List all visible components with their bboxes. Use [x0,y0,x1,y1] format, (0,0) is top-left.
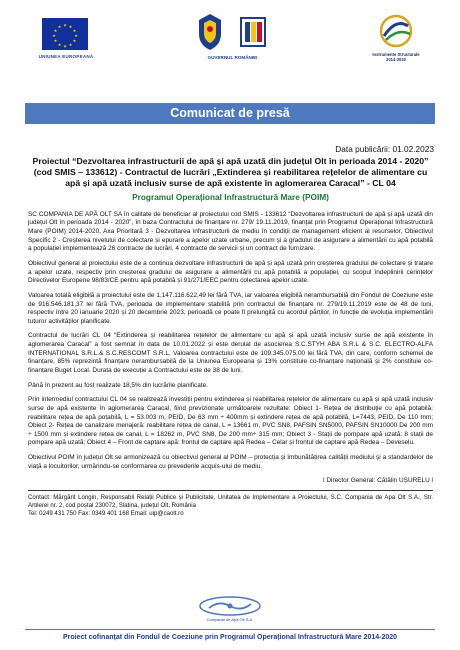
paragraph-progress: Până în prezent au fost realizate 18,5% din lucrările planificate. [28,381,208,389]
divider [28,490,433,491]
svg-text:★: ★ [68,42,73,47]
is-caption-line1: Instrumente Structurale [372,52,420,57]
svg-text:★: ★ [57,24,62,29]
logo-bar [0,0,460,90]
press-release-body [28,156,433,518]
is-caption [360,52,432,62]
project-title: Proiectul “Dezvoltarea infrastructurii de apă și apă uzată din județul Olt în perioada 2014 - 2020” (cod SMIS – 133612) - Contractul de lucrări „Extinderea și reabilitarea rețelelor de alimentare cu apă și apă uzată inclusiv surse de apă existente în aglomerarea Caracal” - CL 04 [32,156,429,188]
director-signature: l Director General: Cătălin UȘURELU l [323,477,433,485]
footer-divider [25,629,435,630]
company-caption: Compania de Apă Olt S.A. [206,617,254,622]
paragraph-intro: SC COMPANIA DE APĂ OLT SA în calitate de beneficiar al proiectului cod SMIS - 133612 “Dezvoltarea infrastructurii de apă și apă uzată din județul Olt în perioada 2014 - 2020”, în baza Contractului de finanțare nr. 279/ 19.11.2019, finanțat prin Programul Operațional Infrastructură Mare (POIM) 2014-2020, Axa Prioritară 3 - Dezvoltarea infrastructurii de mediu în condiții de management eficient al resurselor, Obiectivul Specific 2 - Creșterea nivelului de colectare și epurare a apelor uzate urbane, precum și a gradului de asigurare a alimentării cu apă potabilă a populației implementează 26 contracte de lucrări, 4 contracte de servicii și un contract de furnizare. [28,210,433,253]
cofinancing-footer: Proiect cofinanțat din Fondul de Coeziune prin Programul Operațional Infrastructură Mare 2014-2020 [62,634,398,641]
paragraph-poim: Obiectivul POIM în județul Olt se armonizează cu obiectivul general al POIM – protecția și îmbunătățirea calității mediului și a standardelor de viață a locuitorilor, urmărindu-se conformarea cu prevederile acquis-ului de mediu. [28,454,433,470]
program-name: Programul Operațional Infrastructură Mare (POIM) [132,191,329,202]
is-caption-line2: 2014-2020 [385,57,407,63]
svg-text:★: ★ [72,28,77,33]
publication-date: Data publicării: 01.02.2023 [335,144,434,154]
government-emblem-icon [238,12,268,52]
contact-block [28,494,433,518]
coat-of-arms-icon [195,12,225,52]
eu-caption: UNIUNEA EUROPEANĂ [38,54,94,59]
svg-text:★: ★ [74,33,78,38]
eu-flag-icon [42,18,88,50]
svg-text:★: ★ [52,33,56,38]
svg-text:★: ★ [53,28,58,33]
svg-text:★: ★ [63,43,67,49]
gov-caption: GUVERNUL ROMÂNIEI [207,55,258,60]
structural-instruments-icon [376,12,416,50]
paragraph-objective: Obiectivul general al proiectului este de a continua dezvoltare infrastructurii de apă și apă uzată prin creșterea gradului de colectare și tratare a apelor uzate, respectiv prin creșterea gradului de asigurare a alimentării cu apă potabilă a populației, cu scopul îndeplinirii cerințelor Directivelor Europene 98/83/CE pentru apă potabilă și 91/271/EEC pentru colectarea apelor uzate. [28,259,433,285]
svg-text:★: ★ [68,24,73,29]
company-logo-icon [197,595,263,617]
svg-text:★: ★ [57,42,62,47]
svg-text:★: ★ [63,22,67,28]
contact-phone-email: Tel: 0249 431 750 Fax: 0349 401 168 Email: uip@caolt.ro [28,510,184,518]
svg-text:★: ★ [72,38,77,43]
paragraph-investments: Prin intermediul contractului CL 04 se realizează investiții pentru extinderea și reabilitarea rețelelor de alimentare cu apă și apă uzată inclusiv surse de apă existente în aglomerarea Caracal, fiind previzionate următoarele rezultate: Obiect 1- Rețea de distribuție cu apă potabilă: reabilitare rețea de apă potabilă, L = 53.003 m, PEID, De 63 mm ÷ 400mm și extindere rețea de apă potabilă, L=7443, PEID, De 110 mm; Obiect 2- Rețea de canalizare menajeră: reabilitare rețea de canal, L = 13661 m, PVC SN8, PAFSIN SN5000, PAFSIN SN10000 De 200 mm ÷ 1500 mm și extindere rețea de canal, L = 18262 m, PVC SN8, De 200 mm÷ 315 mm; Obiect 3 - Stații de pompare apă uzată: 8 stații de pompare apă uzată; Obiect 4 – Front de captare apă: frontul de captare apă Redea – Celar și frontul de captare apă Redea – Deveselu. [28,396,433,447]
paragraph-value: Valoarea totală eligibilă a proiectului este de 1.147.116.622,49 lei fără TVA, iar valoarea eligibilă nerambursabilă din Fondul de Coeziune este de 916.546.181,37 lei fără TVA, perioada de implementare stabilită prin contractul de finanțare nr. 279/19.11.2019 este de 48 de luni, respectiv între 20 ianuarie 2020 și 20 decembrie 2023, perioadă ce poate fi prelungită cu acordul părților, în funcție de evoluția implementării tuturor activităților planificate. [28,291,433,325]
paragraph-contract: Contractul de lucrări CL 04 “Extinderea și reabilitarea rețelelor de alimentare cu apă și apă uzată inclusiv surse de apă existente în aglomerarea Caracal” a fost semnat în data de 10.01.2022 și este derulat de asocierea S.C.STYH ABA S.R.L & S.C. ELECTRO-ALFA INTERNATIONAL S.R.L.& S.C.RESCOMT S.R.L. Valoarea contractului este de 109.345.075,00 lei fără TVA, din care, conform schemei de finanțare, 85% reprezintă finanțare nerambursabilă de la Uniunea Europeana și 13% constituie co-finanțare națională și 2% constituie co-finanțare Buget Local. Durata de execuție a Contractului este de 38 de luni. [28,332,433,374]
contact-details: Contact: Mărgărit Longin, Responsabil Relații Publice și Publicitate, Unitatea de Implementare a Proiectului, S.C. Compania de Apa Olt S.A., Str. Artilerei nr. 2, cod poștal 230072, Slatina, județul Olt, România [28,494,433,510]
press-release-banner: Comunicat de presă [25,103,435,124]
svg-text:★: ★ [53,38,58,43]
